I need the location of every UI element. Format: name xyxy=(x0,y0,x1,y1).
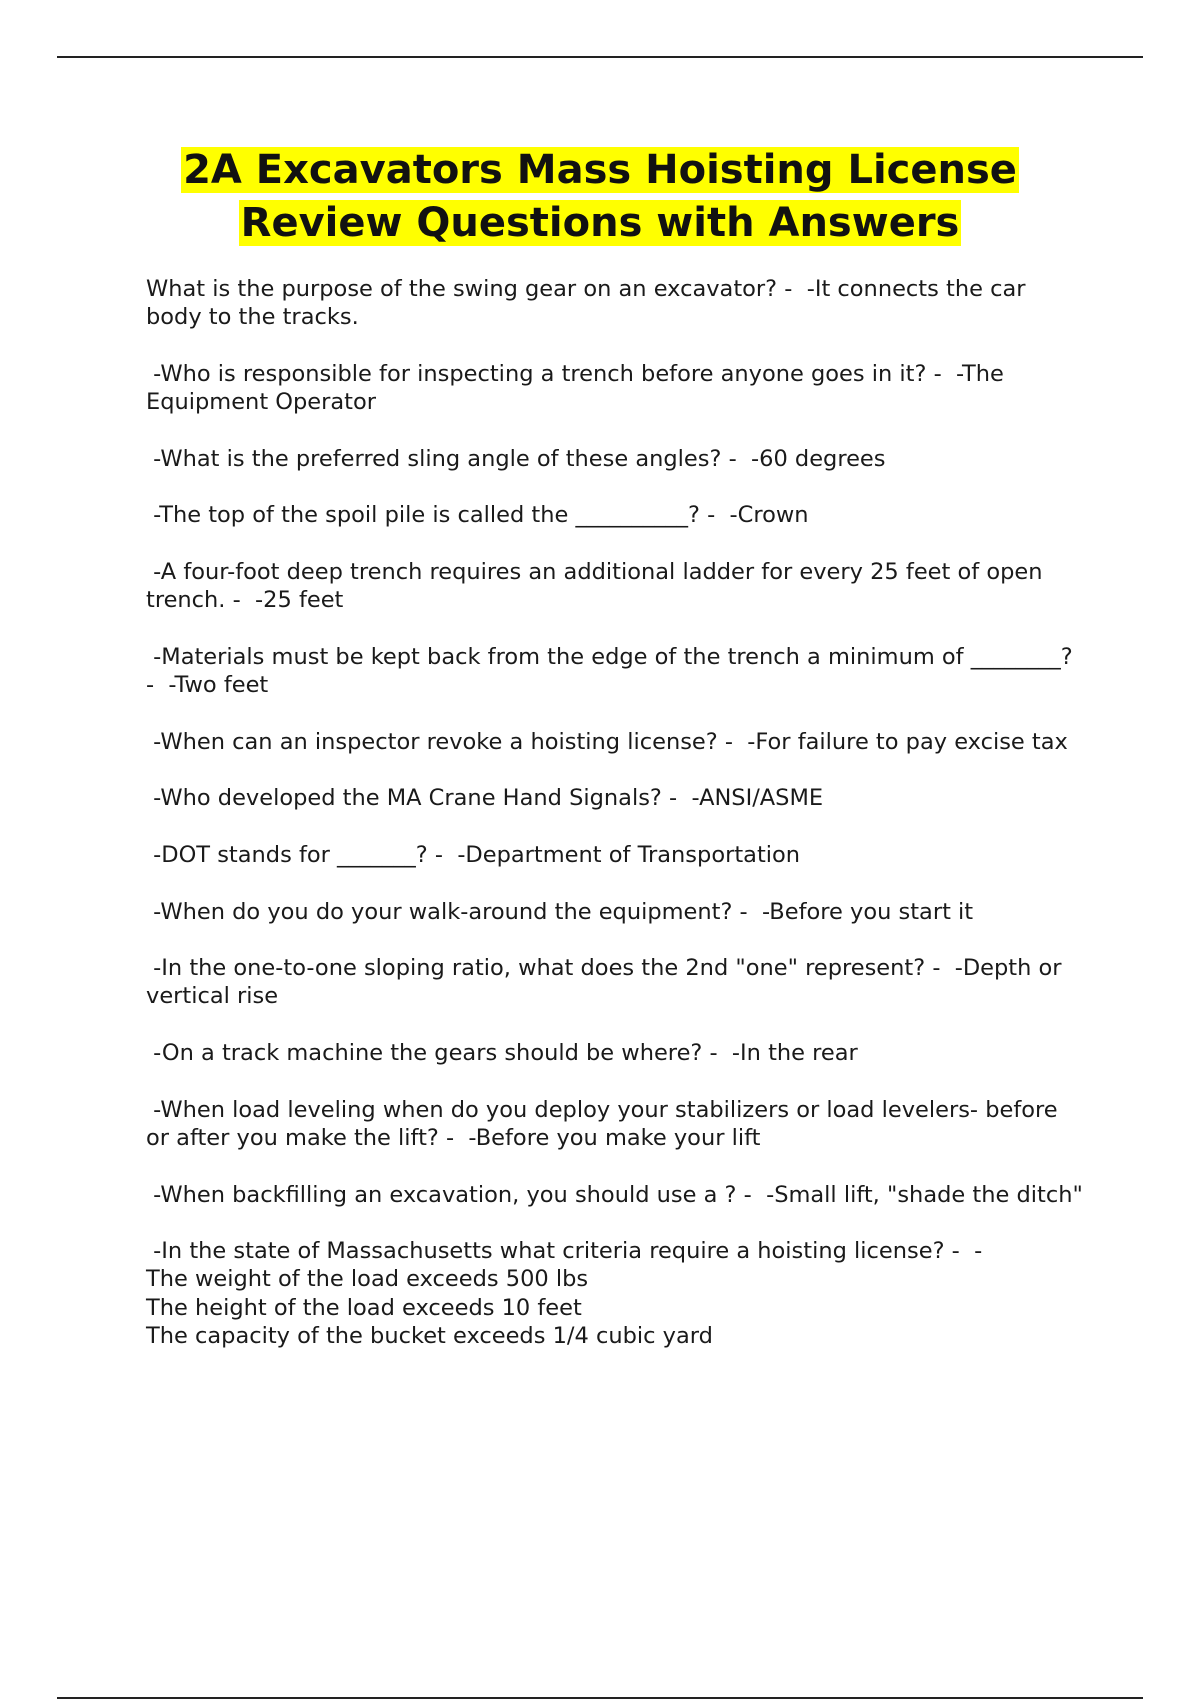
qa-item: -DOT stands for _______? - -Department of Transportation xyxy=(146,841,801,868)
qa-item: -In the one-to-one sloping ratio, what does the 2nd "one" represent? - -Depth or vertical rise xyxy=(146,955,1069,1010)
qa-item: -Who developed the MA Crane Hand Signals? - -ANSI/ASME xyxy=(146,785,824,812)
qa-item: -When load leveling when do you deploy your stabilizers or load levelers- before or after you make the lift? - -Before you make your lift xyxy=(146,1096,1065,1151)
title-line-2: Review Questions with Answers xyxy=(240,200,960,246)
qa-item: -In the state of Massachusetts what criteria require a hoisting license? - - The weight of the load exceeds 500 lbs The height of the load exceeds 10 feet The capacity of the bucket exceeds 1/4 cubic yard xyxy=(146,1238,983,1349)
qa-item: What is the purpose of the swing gear on an excavator? - -It connects the car body to the tracks. xyxy=(146,276,1033,331)
qa-item: -The top of the spoil pile is called the __________? - -Crown xyxy=(146,502,809,529)
qa-item: -When do you do your walk-around the equipment? - -Before you start it xyxy=(146,898,974,925)
qa-item: -What is the preferred sling angle of these angles? - -60 degrees xyxy=(146,445,886,472)
qa-item: -A four-foot deep trench requires an additional ladder for every 25 feet of open trench. - -25 feet xyxy=(146,558,1050,614)
qa-list xyxy=(146,275,1086,1379)
qa-item: -On a track machine the gears should be where? - -In the rear xyxy=(146,1040,858,1067)
qa-item: -Materials must be kept back from the edge of the trench a minimum of ________? - -Two feet xyxy=(146,643,1080,699)
title-line-1: 2A Excavators Mass Hoisting License xyxy=(183,147,1017,193)
qa-item: -When can an inspector revoke a hoisting license? - -For failure to pay excise tax xyxy=(146,728,1068,755)
bottom-divider xyxy=(57,1697,1143,1699)
qa-item: -Who is responsible for inspecting a trench before anyone goes in it? - -The Equipment Operator xyxy=(146,360,1012,416)
qa-item: -When backfilling an excavation, you should use a ? - -Small lift, "shade the ditch" xyxy=(146,1181,1083,1208)
document-title xyxy=(80,144,1120,250)
top-divider xyxy=(57,56,1143,58)
